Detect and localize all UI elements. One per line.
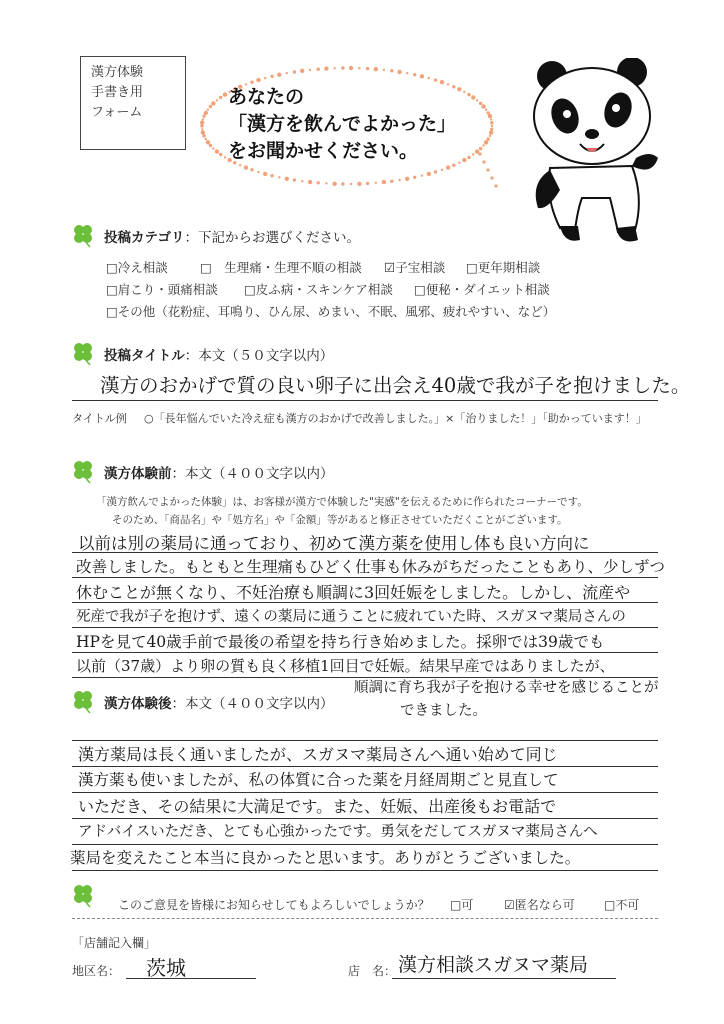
bubble-dot — [486, 168, 489, 171]
bubble-dot — [490, 176, 493, 179]
bubble-dot — [374, 67, 378, 71]
writing-line — [72, 627, 658, 628]
writing-line — [72, 844, 658, 845]
bubble-dot — [301, 180, 303, 182]
consent-option[interactable]: ☑匿名なら可 — [504, 898, 575, 912]
title-example-text: ○「長年悩んでいた冷え症も漢方のおかげで改善しました。」×「治りました！」「助かっています！」 — [144, 412, 647, 425]
area-value: 茨城 — [146, 956, 186, 980]
writing-line — [72, 677, 658, 678]
bubble-dot — [219, 96, 222, 99]
divider — [72, 918, 658, 919]
bubble-line: 「漢方を飲んでよかった」 — [228, 113, 457, 135]
consent-option[interactable]: □不可 — [604, 898, 640, 912]
bubble-dot — [309, 69, 311, 71]
bubble-line: をお聞かせください。 — [228, 140, 419, 162]
category-heading: 投稿カテゴリ — [104, 230, 185, 246]
bubble-dot — [406, 72, 408, 74]
before-line: 以前は別の薬局に通っており、初めて漢方薬を使用し体も良い方向に — [78, 534, 590, 553]
bubble-dot — [366, 67, 369, 70]
bubble-dot — [421, 175, 423, 177]
bubble-dot — [484, 140, 488, 144]
clover-icon — [70, 222, 96, 248]
bubble-dot — [398, 179, 400, 181]
bubble-dot — [434, 78, 437, 81]
bubble-dot — [482, 160, 485, 163]
before-note: そのため、「商品名」や「処方名」や「金額」等があると修正させていただくことがございます。 — [112, 514, 568, 526]
bubble-dot — [383, 69, 385, 71]
bubble-dot — [207, 109, 209, 111]
store-box-label: 「店舗記入欄」 — [72, 936, 157, 950]
after-heading: 漢方体験後 — [104, 696, 172, 712]
bubble-dot — [488, 114, 492, 118]
bubble-dot — [256, 78, 260, 82]
bubble-dot — [211, 101, 215, 105]
category-option[interactable]: □冷え相談 — [106, 260, 168, 275]
bubble-dot — [293, 178, 296, 181]
bubble-dot — [308, 180, 312, 184]
title-handwritten: 漢方のおかげで質の良い卵子に出会え40歳で我が子を抱けました。 — [100, 374, 691, 397]
bubble-dot — [206, 140, 210, 144]
bubble-dot — [250, 168, 253, 171]
before-line: 改善しました。もともと生理痛もひどく仕事も休みがちだったこともあり、少しずつ — [76, 558, 666, 576]
after-line: 漢方薬も使いましたが、私の体質に合った薬を月経周期ごと見直して — [78, 771, 559, 789]
form-label-line: フォーム — [91, 105, 143, 120]
bubble-dot — [285, 177, 289, 181]
bubble-dot — [205, 138, 207, 140]
bubble-dot — [201, 130, 205, 134]
bubble-dot — [446, 165, 450, 169]
after-heading-row — [104, 692, 334, 712]
before-line: 以前（37歳）より卵の質も良く移植1回目で妊娠。結果早産ではありましたが、 — [76, 657, 615, 675]
after-line: アドバイスいただき、とても心強かったです。勇気をだしてスガヌマ薬局さんへ — [78, 824, 598, 840]
form-label-line: 手書き用 — [91, 85, 144, 100]
bubble-dot — [479, 102, 482, 105]
bubble-dot — [317, 68, 320, 71]
bubble-dot — [479, 147, 482, 150]
writing-line — [72, 602, 658, 603]
category-option[interactable]: □ 生理痛・生理不順の相談 — [200, 260, 362, 275]
bubble-dot — [382, 180, 386, 184]
bubble-dot — [300, 69, 304, 73]
bubble-dot — [434, 170, 437, 173]
bubble-dot — [427, 172, 431, 176]
writing-line — [72, 766, 658, 767]
bubble-dot — [201, 128, 203, 130]
title-instruction: ：本文（５０文字以内） — [184, 348, 334, 364]
bubble-dot — [333, 67, 335, 69]
title-underline — [72, 400, 658, 401]
after-line: いただき、その結果に大満足です。また、妊娠、出産後もお電話で — [78, 797, 557, 816]
before-heading-row — [104, 462, 334, 482]
bubble-dot — [375, 182, 377, 184]
bubble-dot — [428, 77, 430, 79]
title-example-label: タイトル例 — [72, 412, 127, 425]
category-option[interactable]: □更年期相談 — [466, 260, 541, 275]
bubble-dot — [270, 75, 273, 78]
bubble-dot — [397, 70, 401, 74]
bubble-dot — [413, 73, 416, 76]
before-line: 順調に育ち我が子を抱ける幸せを感じることが — [354, 680, 659, 696]
bubble-dot — [485, 109, 487, 111]
bubble-dot — [494, 184, 497, 187]
category-heading-row — [104, 226, 360, 246]
bubble-text — [228, 84, 478, 165]
bubble-dot — [332, 182, 336, 186]
store-underline — [392, 978, 616, 979]
bubble-dot — [244, 165, 248, 169]
before-line: できました。 — [400, 703, 487, 719]
before-instruction: ：本文（４００文字以内） — [171, 466, 334, 482]
category-option[interactable]: ☑子宝相談 — [384, 260, 446, 275]
after-line: 薬局を変えたこと本当に良かったと思います。ありがとうございました。 — [70, 849, 581, 867]
title-heading: 投稿タイトル — [104, 348, 185, 364]
bubble-dot — [263, 172, 267, 176]
consent-question: このご意見を皆様にお知らせしてもよろしいでしょうか？ — [118, 898, 430, 912]
bubble-dot — [223, 92, 227, 96]
bubble-dot — [324, 66, 328, 70]
store-value: 漢方相談スガヌマ薬局 — [398, 954, 589, 976]
category-option[interactable]: □便秘・ダイエット相談 — [414, 282, 550, 297]
bubble-dot — [349, 66, 353, 70]
clover-icon — [70, 458, 96, 484]
bubble-dot — [216, 99, 218, 101]
bubble-dot — [325, 182, 327, 184]
bubble-dot — [358, 67, 360, 69]
before-line: HPを見て40歳手前で最後の希望を持ち行き始めました。採卵では39歳でも — [76, 633, 605, 651]
bubble-dot — [341, 182, 344, 185]
panda-mascot-icon — [520, 58, 670, 248]
bubble-dot — [366, 182, 369, 185]
bubble-dot — [478, 152, 481, 155]
category-option[interactable]: □肩こり・頭痛相談 — [106, 282, 218, 297]
writing-line — [72, 818, 658, 819]
bubble-dot — [489, 130, 493, 134]
bubble-dot — [317, 181, 320, 184]
bubble-dot — [215, 149, 219, 153]
bubble-dot — [200, 121, 204, 125]
before-line: 死産で我が子を抱けず、遠くの薬局に通うことに疲れていた時、スガヌマ薬局さんの — [76, 609, 626, 625]
bubble-dot — [264, 77, 266, 79]
after-instruction: ：本文（４００文字以内） — [171, 696, 334, 712]
area-label: 地区名： — [72, 964, 121, 978]
bubble-dot — [278, 176, 280, 178]
bubble-line: あなたの — [228, 86, 305, 108]
area-underline — [126, 978, 256, 979]
title-heading-row — [104, 344, 333, 364]
category-option-other[interactable]: □その他（花粉症、耳鳴り、ひん尿、めまい、不眠、風邪、疲れやすい、など） — [106, 304, 556, 319]
bubble-dot — [219, 153, 222, 156]
form-label-line: 漢方体験 — [91, 65, 144, 80]
writing-line — [72, 792, 658, 793]
clover-icon — [70, 340, 96, 366]
before-line: 休むことが無くなり、不妊治療も順調に3回妊娠をしました。しかし、流産や — [76, 583, 631, 602]
bubble-dot — [270, 174, 273, 177]
store-label: 店 名： — [348, 964, 397, 978]
bubble-dot — [202, 118, 204, 120]
writing-line — [72, 652, 658, 653]
bubble-dot — [490, 121, 493, 124]
bubble-dot — [481, 104, 485, 108]
writing-line — [72, 577, 658, 578]
bubble-dot — [293, 70, 296, 73]
bubble-dot — [405, 177, 409, 181]
bubble-dot — [420, 74, 424, 78]
bubble-dot — [490, 118, 492, 120]
after-line: 漢方薬局は長く通いましたが、スガヌマ薬局さんへ通い始めて同じ — [78, 745, 558, 764]
writing-line — [72, 552, 658, 553]
bubble-dot — [413, 176, 416, 179]
writing-line — [72, 740, 658, 741]
clover-icon — [70, 688, 96, 714]
bubble-dot — [491, 125, 493, 127]
bubble-dot — [487, 137, 490, 140]
bubble-dot — [212, 147, 214, 149]
bubble-dot — [390, 180, 393, 183]
bubble-dot — [257, 171, 259, 173]
bubble-dot — [224, 156, 226, 158]
bubble-dot — [286, 72, 288, 74]
bubble-dot — [482, 144, 484, 146]
bubble-dot — [357, 182, 361, 186]
bubble-dot — [350, 183, 352, 185]
bubble-dot — [390, 69, 393, 72]
bubble-dot — [441, 169, 443, 171]
category-instruction: ：下記からお選びください。 — [184, 230, 360, 246]
before-note: 「漢方飲んでよかった体験」は、お客様が漢方で体験した"実感"を伝えるために作られたコーナーです。 — [96, 496, 588, 508]
category-option[interactable]: □皮ふ病・スキンケア相談 — [244, 282, 393, 297]
form-label-box — [80, 56, 186, 150]
clover-icon — [70, 882, 96, 908]
bubble-dot — [489, 135, 491, 137]
consent-option[interactable]: □可 — [450, 898, 474, 912]
bubble-dot — [341, 66, 344, 69]
bubble-dot — [204, 111, 208, 115]
writing-line — [72, 870, 658, 871]
before-heading: 漢方体験前 — [104, 466, 172, 482]
bubble-dot — [209, 144, 212, 147]
bubble-dot — [277, 73, 281, 77]
bubble-dot — [209, 105, 212, 108]
